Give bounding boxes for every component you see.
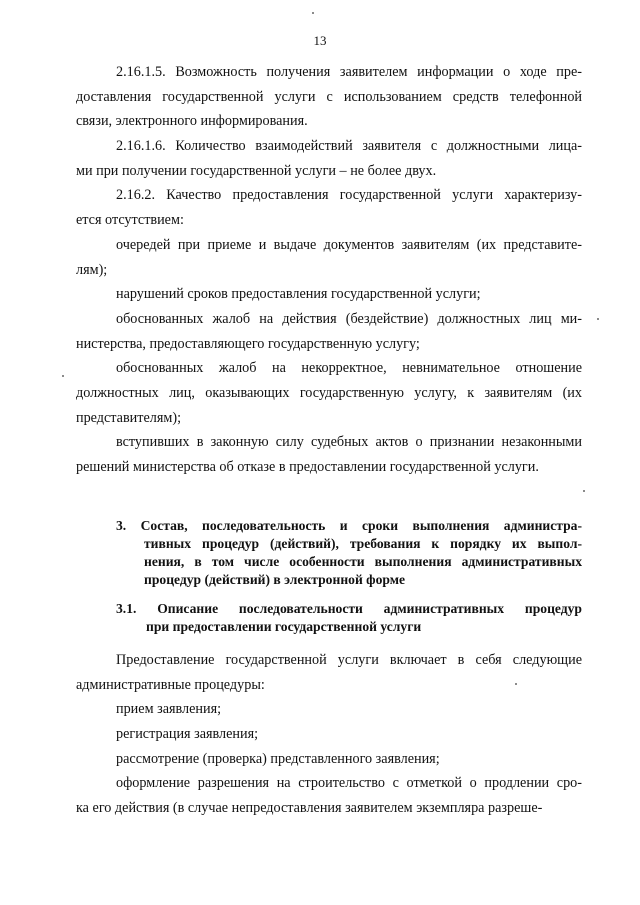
scan-speck <box>312 12 314 14</box>
paragraph <box>76 60 582 134</box>
paragraph <box>76 722 582 747</box>
text-line: 2.16.1.6. Количество взаимодействий заявителя с должностными лица- <box>116 138 582 155</box>
heading-line: 3. Состав, последовательность и сроки выполнения администра- <box>116 518 582 533</box>
scan-speck <box>597 318 599 320</box>
text-line: прием заявления; <box>116 701 222 718</box>
text-line: доставления государственной услуги с использованием средств телефонной <box>76 88 582 105</box>
paragraph <box>76 282 582 307</box>
text-line: обоснованных жалоб на некорректное, невнимательное отношение <box>116 360 582 377</box>
text-line: очередей при приеме и выдаче документов заявителям (их представите- <box>116 236 582 253</box>
text-line: вступивших в законную силу судебных актов о признании незаконными <box>116 434 582 451</box>
text-line: ми при получении государственной услуги – не более двух. <box>76 162 437 179</box>
body-text-section-3-1 <box>76 648 582 821</box>
section-heading-3 <box>116 517 582 589</box>
paragraph <box>76 648 582 697</box>
text-line: обоснованных жалоб на действия (бездействие) должностных лиц ми- <box>116 310 582 327</box>
text-line: решений министерства об отказе в предоставлении государственной услуги. <box>76 459 539 475</box>
heading-line: 3.1. Описание последовательности административных процедур <box>116 601 582 616</box>
text-line: представителям); <box>76 409 182 426</box>
paragraph <box>76 430 582 479</box>
paragraph <box>76 307 582 356</box>
text-line: оформление разрешения на строительство с отметкой о продлении сро- <box>116 775 582 792</box>
section-heading-3-1 <box>116 600 582 636</box>
text-line: 2.16.1.5. Возможность получения заявителем информации о ходе пре- <box>116 64 582 80</box>
scan-speck <box>583 490 585 492</box>
paragraph <box>76 134 582 183</box>
paragraph <box>76 183 582 232</box>
text-line: ка его действия (в случае непредоставления заявителем экземпляра разреше- <box>76 800 543 817</box>
scan-speck <box>515 683 517 685</box>
heading-line: процедур (действий) в электронной форме <box>144 572 406 587</box>
paragraph <box>76 697 582 722</box>
text-line: 2.16.2. Качество предоставления государственной услуги характеризу- <box>116 187 582 204</box>
text-line: регистрация заявления; <box>116 726 259 743</box>
text-line: лям); <box>76 261 108 278</box>
text-line: нарушений сроков предоставления государственной услуги; <box>116 286 481 303</box>
scan-speck <box>62 375 64 377</box>
paragraph <box>76 233 582 282</box>
text-line: ется отсутствием: <box>76 212 184 229</box>
paragraph <box>76 747 582 772</box>
text-line: административные процедуры: <box>76 676 265 693</box>
heading-line: тивных процедур (действий), требования к порядку их выпол- <box>144 536 582 551</box>
heading-line: нения, в том числе особенности выполнения административных <box>144 554 582 569</box>
text-line: связи, электронного информирования. <box>76 113 308 130</box>
text-line: нистерства, предоставляющего государственную услугу; <box>76 335 420 352</box>
paragraph <box>76 356 582 430</box>
text-line: рассмотрение (проверка) представленного заявления; <box>116 750 440 767</box>
page-number: 13 <box>313 33 327 48</box>
body-text-section-2 <box>76 60 582 480</box>
heading-line: при предоставлении государственной услуги <box>146 619 422 634</box>
text-line: должностных лиц, оказывающих государственную услугу, к заявителям (их <box>76 384 582 401</box>
paragraph <box>76 771 582 820</box>
text-line: Предоставление государственной услуги включает в себя следующие <box>116 652 582 668</box>
